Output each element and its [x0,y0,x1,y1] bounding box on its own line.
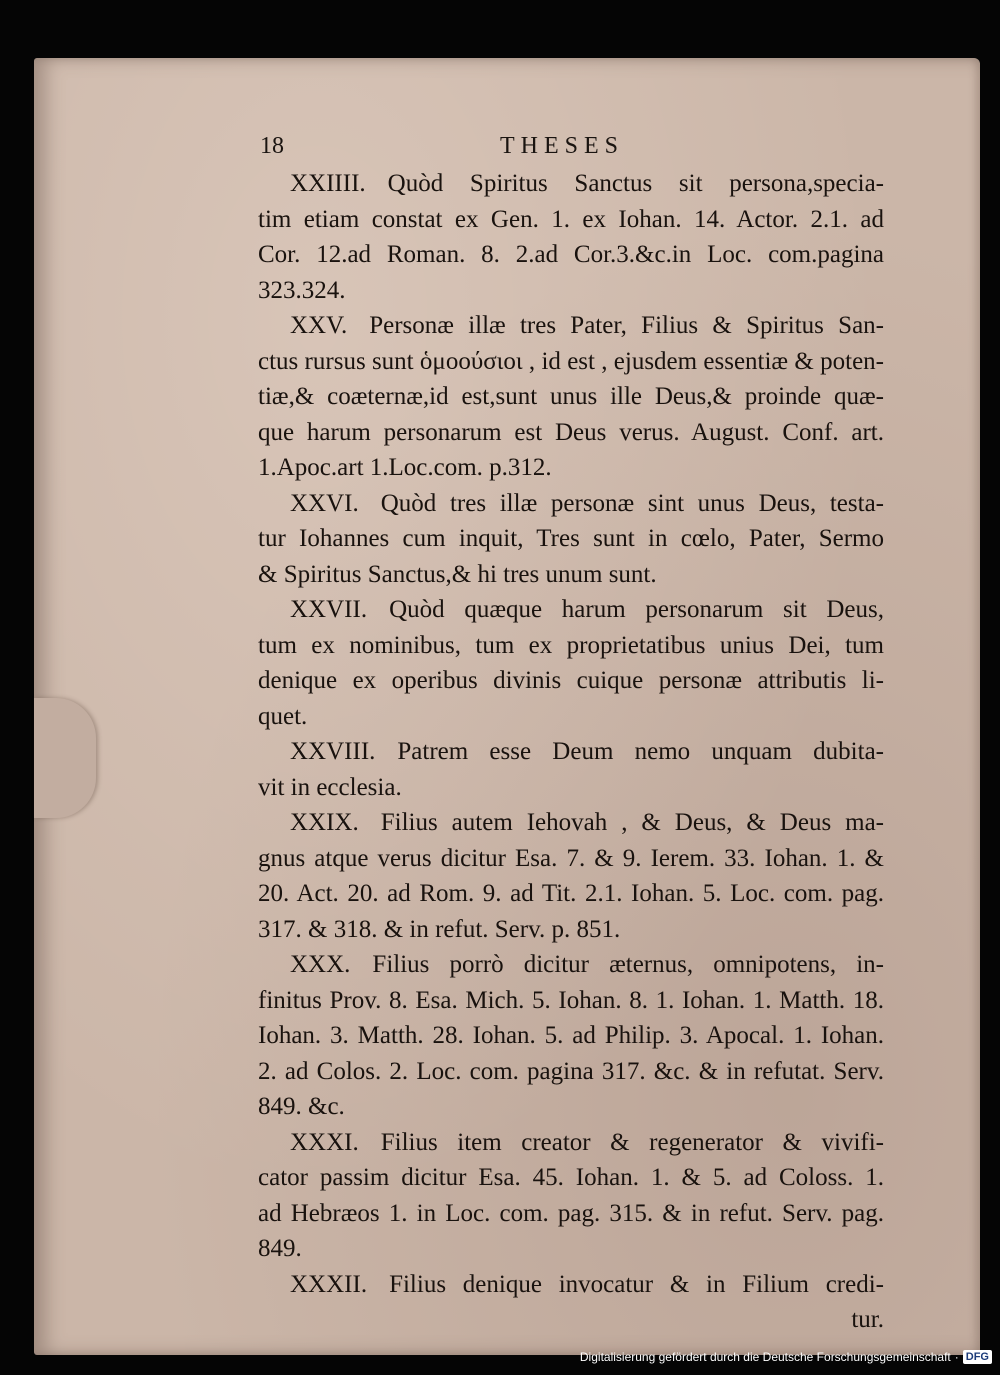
line-text: vit in ecclesia. [258,773,402,801]
text-line [258,1089,884,1125]
thesis-number: XXIIII. [290,170,366,197]
line-text: tur. [851,1306,884,1333]
text-line [258,273,884,309]
thesis-number: XXXII. [290,1270,368,1298]
line-text: Filius item creator & regenerator & vivifi- [380,1128,884,1156]
thesis-first-line [258,1125,884,1161]
line-text: Filius denique invocatur & in Filium credi- [389,1270,884,1298]
line-text: 849. &c. [258,1093,345,1120]
text-line [258,237,884,273]
line-text: ctus rursus sunt ὁμοούσιοι , id est , ejusdem essentiæ & poten- [258,347,884,375]
thesis-first-line [258,592,884,628]
line-text: tum ex nominibus, tum ex proprietatibus unius Dei, tum [258,631,884,659]
credit-text: Digitalisierung gefördert durch die Deutsche Forschungsgemeinschaft [579,1350,951,1364]
line-text: Quòd tres illæ personæ sint unus Deus, testa- [380,489,884,517]
line-text: 317. & 318. & in refut. Serv. p. 851. [258,915,621,943]
folio-number: 18 [260,133,284,159]
text-line [258,841,884,877]
line-text: 1.Apoc.art 1.Loc.com. p.312. [258,454,552,481]
text-line [258,1160,884,1196]
text-line [258,628,884,664]
line-text: quet. [258,702,308,730]
line-text: 323.324. [258,276,346,304]
line-text: que harum personarum est Deus verus. August. Conf. art. [258,418,884,446]
text-line [258,1302,884,1338]
text-line [258,1231,884,1267]
text-line [258,450,884,486]
text-line [258,379,884,415]
line-text: Quòd Spiritus Sanctus sit persona,specia- [387,170,884,197]
text-line [258,983,884,1019]
text-line [258,876,884,912]
dfg-logo: DFG [963,1350,992,1364]
text-line [258,202,884,238]
line-text: Filius autem Iehovah , & Deus, & Deus ma- [380,809,884,836]
line-text: 20. Act. 20. ad Rom. 9. ad Tit. 2.1. Iohan. 5. Loc. com. pag. [258,880,884,907]
thesis-first-line [258,166,884,202]
line-text: Filius porrò dicitur æternus, omnipotens, in- [372,951,884,978]
line-text: tiæ,& coæternæ,id est,sunt unus ille Deus,& proinde quæ- [258,383,884,410]
page-header [260,133,640,163]
line-text: cator passim dicitur Esa. 45. Iohan. 1. & 5. ad Coloss. 1. [258,1164,884,1191]
line-text: tur Iohannes cum inquit, Tres sunt in cœlo, Pater, Sermo [258,525,884,552]
line-text: Cor. 12.ad Roman. 8. 2.ad Cor.3.&c.in Loc. com.pagina [258,241,884,268]
digitization-credit: Digitalisierung gefördert durch die Deutsche Forschungsgemeinschaft · DFG [580,1347,992,1367]
text-line [258,663,884,699]
line-text: Iohan. 3. Matth. 28. Iohan. 5. ad Philip. 3. Apocal. 1. Iohan. [258,1022,884,1049]
thesis-number: XXXI. [290,1128,359,1156]
thesis-first-line [258,486,884,522]
text-line [258,557,884,593]
thesis-number: XXVIII. [290,738,376,765]
thesis-text-block [258,166,884,1338]
text-line [258,770,884,806]
text-line [258,344,884,380]
thesis-first-line [258,805,884,841]
text-line [258,912,884,948]
line-text: finitus Prov. 8. Esa. Mich. 5. Iohan. 8. 1. Iohan. 1. Matth. 18. [258,986,884,1014]
text-line [258,415,884,451]
thesis-first-line [258,947,884,983]
line-text: tim etiam constat ex Gen. 1. ex Iohan. 14. Actor. 2.1. ad [258,205,884,233]
text-line [258,1054,884,1090]
line-text: Personæ illæ tres Pater, Filius & Spiritus San- [369,312,884,339]
line-text: 849. [258,1235,302,1262]
running-head: THESES [500,133,625,159]
thesis-number: XXV. [290,312,348,339]
line-text: & Spiritus Sanctus,& hi tres unum sunt. [258,560,657,588]
text-line [258,699,884,735]
thesis-number: XXIX. [290,809,359,836]
thesis-first-line [258,308,884,344]
text-line [258,1196,884,1232]
line-text: denique ex operibus divinis cuique personæ attributis li- [258,667,884,694]
thesis-number: XXX. [290,951,351,978]
line-text: 2. ad Colos. 2. Loc. com. pagina 317. &c. & in refutat. Serv. [258,1057,884,1085]
text-line [258,1018,884,1054]
line-text: gnus atque verus dicitur Esa. 7. & 9. Ierem. 33. Iohan. 1. & [258,844,884,872]
thesis-number: XXVII. [290,596,368,623]
page-tab [34,698,96,818]
text-line [258,521,884,557]
thesis-number: XXVI. [290,489,359,517]
line-text: Quòd quæque harum personarum sit Deus, [389,596,884,623]
line-text: Patrem esse Deum nemo unquam dubita- [397,738,884,765]
thesis-first-line [258,734,884,770]
line-text: ad Hebræos 1. in Loc. com. pag. 315. & in refut. Serv. pag. [258,1199,884,1227]
thesis-first-line [258,1267,884,1303]
